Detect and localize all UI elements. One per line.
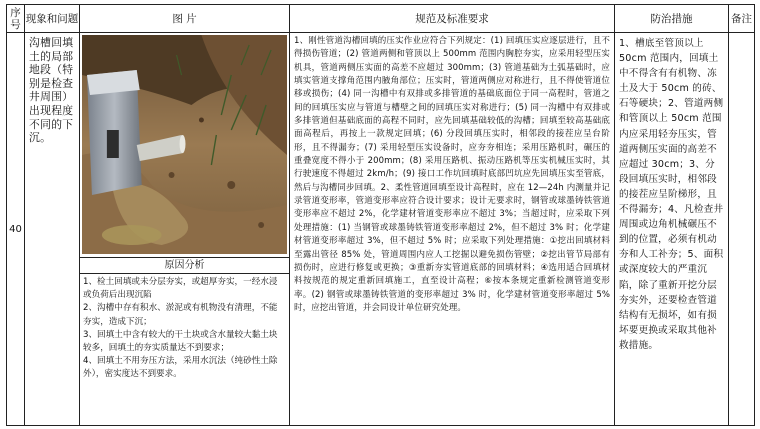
header-spec: 规范及标准要求 <box>290 5 615 33</box>
header-number: 序号 <box>7 5 25 33</box>
defect-table <box>6 4 755 426</box>
settlement-photo <box>82 35 287 254</box>
spec-requirements-text: 1、刚性管道沟槽回填的压实作业应符合下列规定：(1) 回填压实应逐层进行，且不得损伤管道；(2) 管道两侧和管顶以上 500mm 范围内胸腔夯实，应采用轻型压实机具，管道两侧压实面的高差不应超过 300mm；(3) 管道基础为土弧基础时，应填实管道支撑角范围内腋角部位；压实时，管道两侧应对称进行，且不得使管道位移或损伤；(4) 同一沟槽中有双排或多排管道的基础底面位于同一高程时，管道之间的回填压实应与管道与槽壁之间的回填压实对称进行；(5) 同一沟槽中有双排或多排管道但基础底面的高程不同时，应先回填基础较低的沟槽；回填至较高基础底面高程后，再按上一款规定回填；(6) 分段回填压实时，相邻段的接茬应呈台阶形，且不得漏夯；(7) 采用轻型压实设备时，应夯夯相连；采用压路机时，碾压的重叠宽度不得小于 200mm；(8) 采用压路机、振动压路机等压实机械压实时，其行驶速度不得超过 2km/h；(9) 接口工作坑回填时底部凹坑应先回填压实至管底，然后与沟槽同步回填。2、柔性管道回填至设计高程时，应在 12—24h 内测量并记录管道变形率，管道变形率应符合设计要求；设计无要求时，钢管或球墨铸铁管道变形率应不超过 2%，化学建材管道变形率应不超过 3%；当超过时，应采取下列处理措施：(1) 当钢管或球墨铸铁管道变形率超过 2%，但不超过 3% 时；化学建材管道变形率超过 3%，但不超过 5% 时；应采取下列处理措施：①挖出回填材料至露出管径 85% 处，管道周围内应人工挖掘以避免损伤管壁；②挖出管节局部有损伤时，应进行修复或更换；③重新夯实管道底部的回填材料；④选用适合回填材料按规范的规定重新回填施工，直至设计高程；⑥按本条规定重新检测管道变形率。(2) 钢管或球墨铸铁管道的变形率超过 3% 时，化学建材管道变形率超过 5% 时，应挖出管道，并会同设计单位研究处理。 <box>290 33 615 426</box>
cause-analysis-heading: 原因分析 <box>80 257 289 274</box>
list-item: 2、沟槽中存有积水、淤泥或有机物没有清理，不能夯实，造成下沉； <box>83 303 278 327</box>
header-row <box>7 5 755 33</box>
header-picture: 图 片 <box>80 5 290 33</box>
prevention-measures-text: 1、槽底至管顶以上 50cm 范围内，回填土中不得含有有机物、冻土及大于 50cm 的砖、石等硬块；2、管道两侧和管顶以上 50cm 范围内应采用轻夯压实，管道两侧压实面的高差不应超过 30cm；3、分段回填压实时，相邻段的接茬应呈阶梯形，且不得漏夯；4、凡检查井周围或边角机械碾压不到的位置，必须有机动夯和人工补夯；5、面积或深度较大的严重沉陷，除了重新开挖分层夯实外，还要检查管道结构有无损坏，如有损坏要更换或采取其他补救措施。 <box>615 33 729 426</box>
list-item: 1、检土回填或未分层夯实，或超厚夯实，一经水浸或负荷后出现沉陷 <box>83 277 278 301</box>
list-item: 3、回填土中含有较大的干土块或含水量较大黏土块较多，回填土的夯实质量达不到要求； <box>83 329 278 354</box>
cause-analysis-list <box>83 276 286 382</box>
phenomenon-text: 沟槽回填土的局部地段（特别是检查井周围）出现程度不同的下沉。 <box>25 33 80 426</box>
picture-cell <box>80 33 290 426</box>
note-cell <box>729 33 755 426</box>
header-note: 备注 <box>729 5 755 33</box>
list-item: 4、回填土不用夯压方法，采用水沉法（纯砂性土除外），密实度达不到要求。 <box>83 356 278 380</box>
header-measures: 防治措施 <box>615 5 729 33</box>
header-phenomenon: 现象和问题 <box>25 5 80 33</box>
row-number: 40 <box>7 33 25 426</box>
table-row <box>7 33 755 426</box>
